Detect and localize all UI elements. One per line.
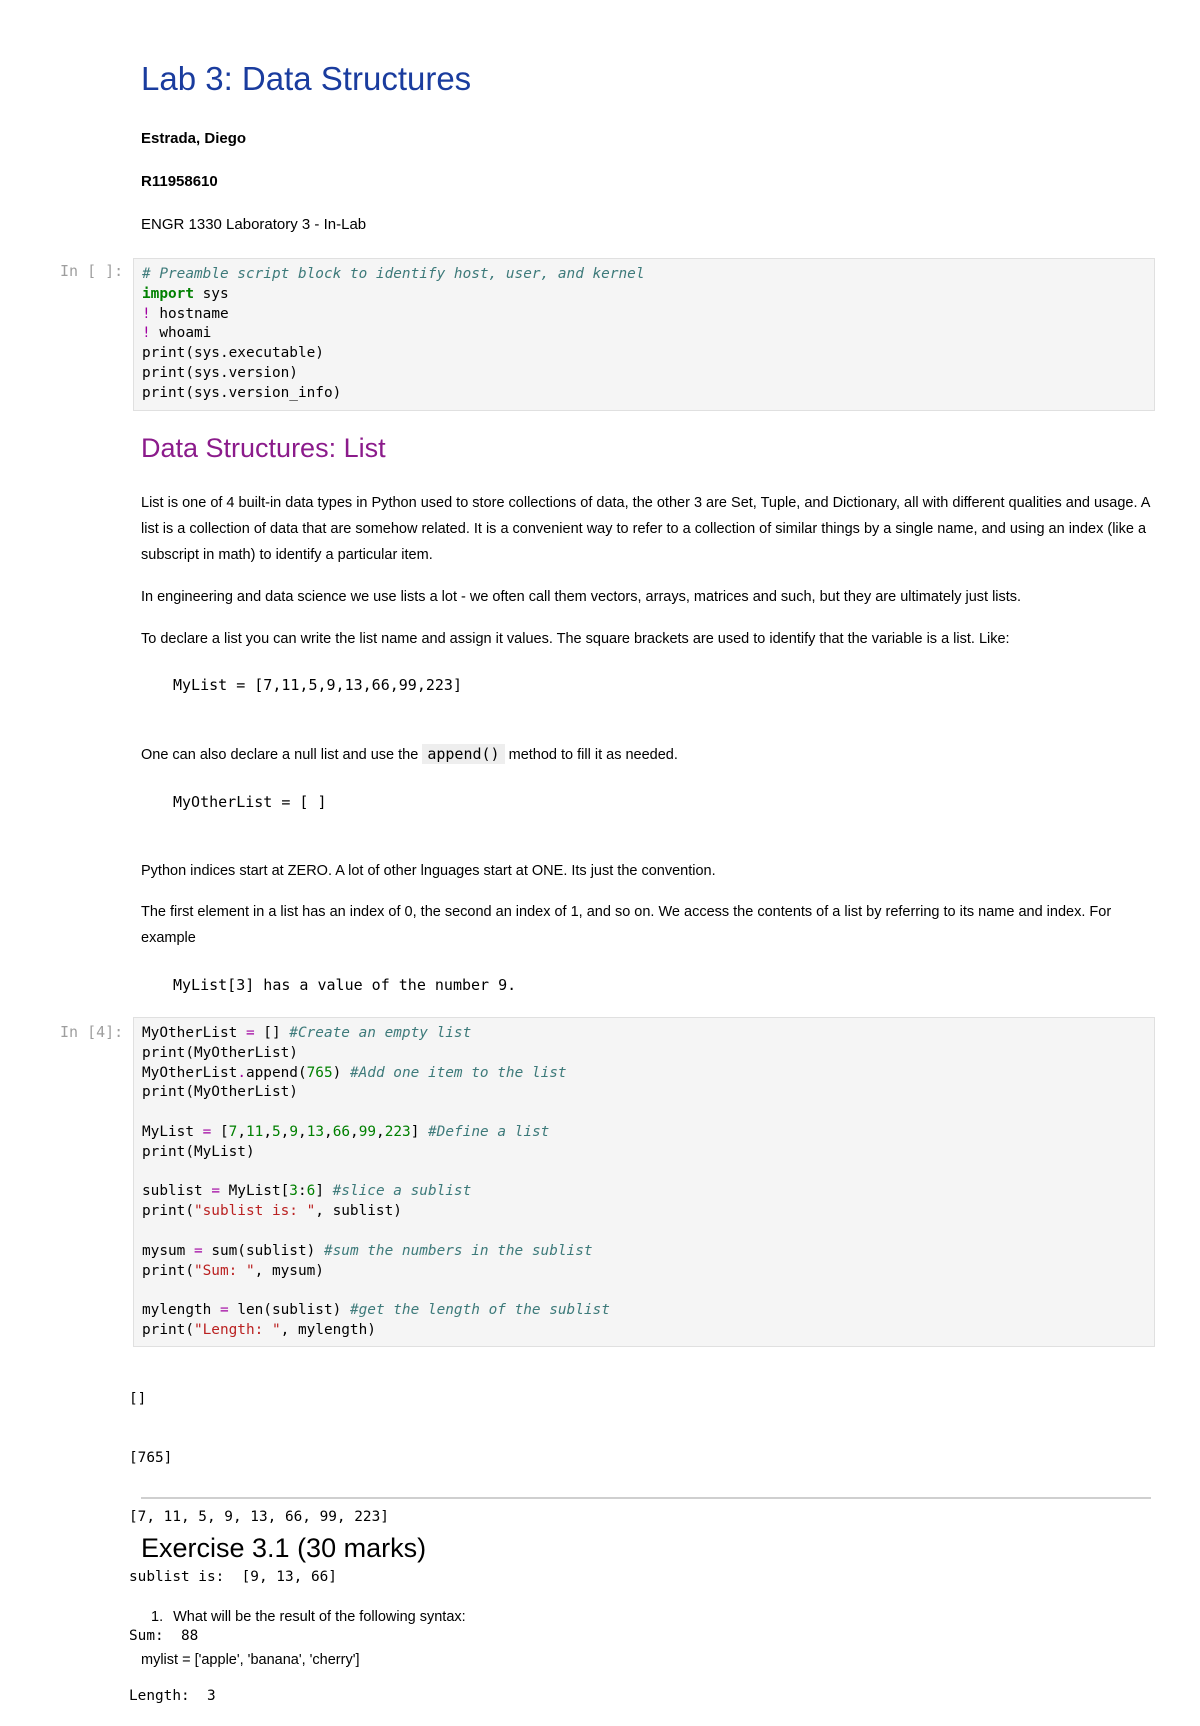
exercise-item-1 <box>151 1609 466 1625</box>
exercise-mylist-line: mylist = ['apple', 'banana', 'cherry'] <box>141 1652 360 1668</box>
index-access-paragraph: The first element in a list has an index of 0, the second an index of 1, and so on. We access the contents of a list by referring to its name and index. For example <box>141 904 1112 946</box>
exercise-title: Exercise 3.1 (30 marks) <box>141 1533 427 1563</box>
myotherlist-example: MyOtherList = [ ] <box>173 793 327 811</box>
student-id: R11958610 <box>141 173 218 190</box>
append-inline-code: append() <box>422 744 504 764</box>
cell-prompt-1: In [ ]: <box>60 262 124 280</box>
code-cell-list-demo[interactable] <box>133 1017 1155 1347</box>
mylist-example: MyList = [7,11,5,9,13,66,99,223] <box>173 676 462 694</box>
output-line: Sum: 88 <box>129 1628 199 1645</box>
code-cell-preamble[interactable] <box>133 258 1155 411</box>
exercise-item-1-text: What will be the result of the following syntax: <box>173 1609 466 1625</box>
section-divider <box>141 1497 1151 1499</box>
output-line: [] <box>129 1390 147 1407</box>
student-name: Estrada, Diego <box>141 130 247 147</box>
section-title-list: Data Structures: List <box>141 433 386 463</box>
output-line: [765] <box>129 1449 173 1466</box>
list-declare-paragraph: To declare a list you can write the list name and assign it values. The square brackets are used to identify that the variable is a list. Like: <box>141 631 1010 647</box>
output-line: sublist is: [9, 13, 66] <box>129 1568 337 1585</box>
output-line: [7, 11, 5, 9, 13, 66, 99, 223] <box>129 1509 389 1526</box>
code-list-demo: MyOtherList = [] #Create an empty list print(MyOtherList) MyOtherList.append(765) #Add one item to the list print(MyOtherList) MyList = [7,11,5,9,13,66,99,223] #Define a list print(MyList) sublist = MyList[3:6] #slice a sublist print("sublist is: ", sublist) mysum = sum(sublist) #sum the numbers in the sublist print("Sum: ", mysum) mylength = len(sublist) #get the length of the sublist print("Length: ", mylength) <box>142 1025 610 1338</box>
output-line: Length: 3 <box>129 1687 216 1704</box>
indices-paragraph: Python indices start at ZERO. A lot of other lnguages start at ONE. Its just the convention. <box>141 863 716 879</box>
mylist-index-example: MyList[3] has a value of the number 9. <box>173 976 517 994</box>
null-list-text-before: One can also declare a null list and use the <box>141 747 419 763</box>
course-label: ENGR 1330 Laboratory 3 - In-Lab <box>141 216 367 233</box>
list-number: 1. <box>151 1609 164 1625</box>
list-engineering-paragraph: In engineering and data science we use lists a lot - we often call them vectors, arrays, matrices and such, but they are ultimately just lists. <box>141 589 1022 605</box>
null-list-text-after: method to fill it as needed. <box>508 747 678 763</box>
notebook-title: Lab 3: Data Structures <box>141 60 472 97</box>
null-list-paragraph <box>141 741 1151 768</box>
code-preamble: # Preamble script block to identify host, user, and kernel import sys ! hostname ! whoami print(sys.executable) print(sys.version) print(sys.version_info) <box>142 266 645 401</box>
list-intro-paragraph: List is one of 4 built-in data types in Python used to store collections of data, the other 3 are Set, Tuple, and Dictionary, all with different qualities and usage. A list is a collection of data that are somehow related. It is a convenient way to refer to a collection of similar things by a single name, and using an index (like a subscript in math) to identify a particular item. <box>141 495 1150 563</box>
cell-prompt-2: In [4]: <box>60 1023 124 1041</box>
